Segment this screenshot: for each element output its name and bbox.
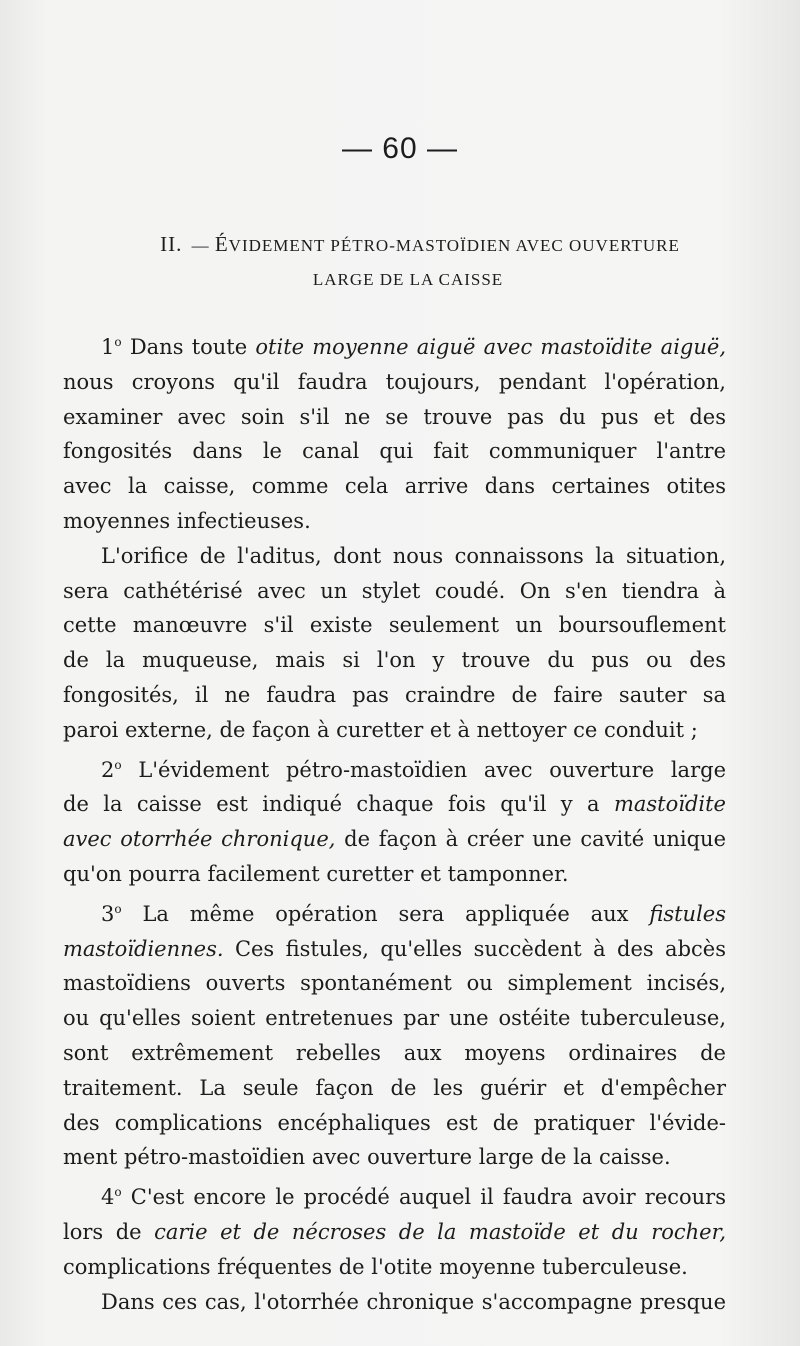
text-run: de la caisse est indiqué chaque fois qu'il y a xyxy=(63,792,614,817)
text-line xyxy=(63,966,726,1001)
text-run: sont extrêmement rebelles aux moyens ordinaires de xyxy=(63,1040,726,1065)
text-run: avec la caisse, comme cela arrive dans certaines otites xyxy=(63,474,726,499)
text-run: de façon à créer une cavité unique xyxy=(335,827,726,852)
ordinal-marker: o xyxy=(114,757,122,772)
body-text xyxy=(63,325,726,1319)
text-line xyxy=(63,643,726,678)
text-run: fongosités dans le canal qui fait communiquer l'antre xyxy=(63,439,726,464)
text-run: ou qu'elles soient entretenues par une ostéite tuberculeuse, xyxy=(63,1006,726,1031)
text-run: lors de xyxy=(63,1219,155,1244)
item-number: 1$^o$ xyxy=(101,335,122,359)
text-line xyxy=(63,469,726,504)
text-line xyxy=(63,932,726,967)
text-line xyxy=(63,400,726,435)
text-line xyxy=(63,713,726,748)
text-line xyxy=(63,1106,726,1141)
text-run: de la muqueuse, mais si l'on y trouve du pus ou des xyxy=(63,648,726,673)
text-line xyxy=(63,434,726,469)
text-line xyxy=(63,539,726,574)
item-number: 2$^o$ xyxy=(101,757,122,782)
ordinal-marker: o xyxy=(114,901,122,916)
text-run: traitement. La seule façon de les guérir et d'empêcher xyxy=(63,1075,726,1100)
page-number: — 60 — xyxy=(341,132,459,165)
text-run: complications fréquentes de l'otite moyenne tuberculeuse. xyxy=(63,1254,688,1279)
text-run: La même opération sera appliquée aux xyxy=(121,901,650,926)
text-line xyxy=(63,1285,726,1320)
text-run: Dans ces cas, l'otorrhée chronique s'accompagne presque xyxy=(101,1289,726,1314)
text-run: nous croyons qu'il faudra toujours, pendant l'opération, xyxy=(63,369,726,394)
section-title-line1: VIDEMENT PÉTRO-MASTOÏDIEN AVEC OUVERTURE xyxy=(228,236,680,255)
text-line xyxy=(63,748,726,788)
section-heading xyxy=(20,232,800,257)
text-run: moyennes infectieuses. xyxy=(63,508,311,533)
text-run: examiner avec soin s'il ne se trouve pas du pus et des xyxy=(63,404,726,429)
italic-run: carie et de nécroses de la mastoïde et du rocher, xyxy=(154,1219,726,1244)
section-numeral: II. xyxy=(160,232,183,256)
text-line xyxy=(63,1001,726,1036)
text-run: L'orifice de l'aditus, dont nous connaissons la situation, xyxy=(101,543,726,568)
item-number: 3$^o$ xyxy=(101,901,122,926)
italic-run: avec otorrhée chronique, xyxy=(63,827,336,852)
text-line xyxy=(63,1175,726,1215)
text-line xyxy=(63,678,726,713)
text-run: Ces fistules, qu'elles succèdent à des abcès xyxy=(223,936,726,961)
text-line xyxy=(63,1071,726,1106)
text-run: cette manœuvre s'il existe seulement un boursouflement xyxy=(63,613,726,638)
text-run: mastoïdiens ouverts spontanément ou simplement incisés, xyxy=(63,971,726,996)
text-run: qu'on pourra facilement curetter et tamponner. xyxy=(63,861,569,886)
text-line xyxy=(63,857,726,892)
italic-run: otite moyenne aiguë avec mastoïdite aiguë, xyxy=(255,335,726,359)
text-line xyxy=(63,1140,726,1175)
text-line xyxy=(63,892,726,932)
italic-run: fistules xyxy=(649,901,726,926)
text-line xyxy=(63,504,726,539)
section-dash: — xyxy=(191,236,210,255)
text-run: fongosités, il ne faudra pas craindre de faire sauter sa xyxy=(63,682,726,707)
text-line xyxy=(63,325,726,365)
ordinal-marker: o xyxy=(114,335,122,349)
text-run: Dans toute xyxy=(121,335,256,359)
text-line xyxy=(63,574,726,609)
text-line xyxy=(63,1215,726,1250)
text-run: des complications encéphaliques est de pratiquer l'évide- xyxy=(63,1110,726,1135)
italic-run: mastoïdite xyxy=(613,792,726,817)
section-initial: É xyxy=(214,232,229,256)
section-title-line2: LARGE DE LA CAISSE xyxy=(312,270,504,289)
text-line xyxy=(63,787,726,822)
text-line xyxy=(63,1036,726,1071)
item-number: 4$^o$ xyxy=(101,1185,122,1210)
text-run: C'est encore le procédé auquel il faudra avoir recours xyxy=(121,1185,726,1210)
text-run: ment pétro-mastoïdien avec ouverture large de la caisse. xyxy=(63,1145,671,1170)
text-run: L'évidement pétro-mastoïdien avec ouverture large xyxy=(121,757,726,782)
text-line xyxy=(63,365,726,400)
text-line xyxy=(63,1250,726,1285)
text-line xyxy=(63,608,726,643)
text-run: sera cathétérisé avec un stylet coudé. On s'en tiendra à xyxy=(63,578,726,603)
text-line xyxy=(63,822,726,857)
ordinal-marker: o xyxy=(114,1185,122,1200)
italic-run: mastoïdiennes. xyxy=(63,936,224,961)
text-run: paroi externe, de façon à curetter et à nettoyer ce conduit ; xyxy=(63,717,698,742)
